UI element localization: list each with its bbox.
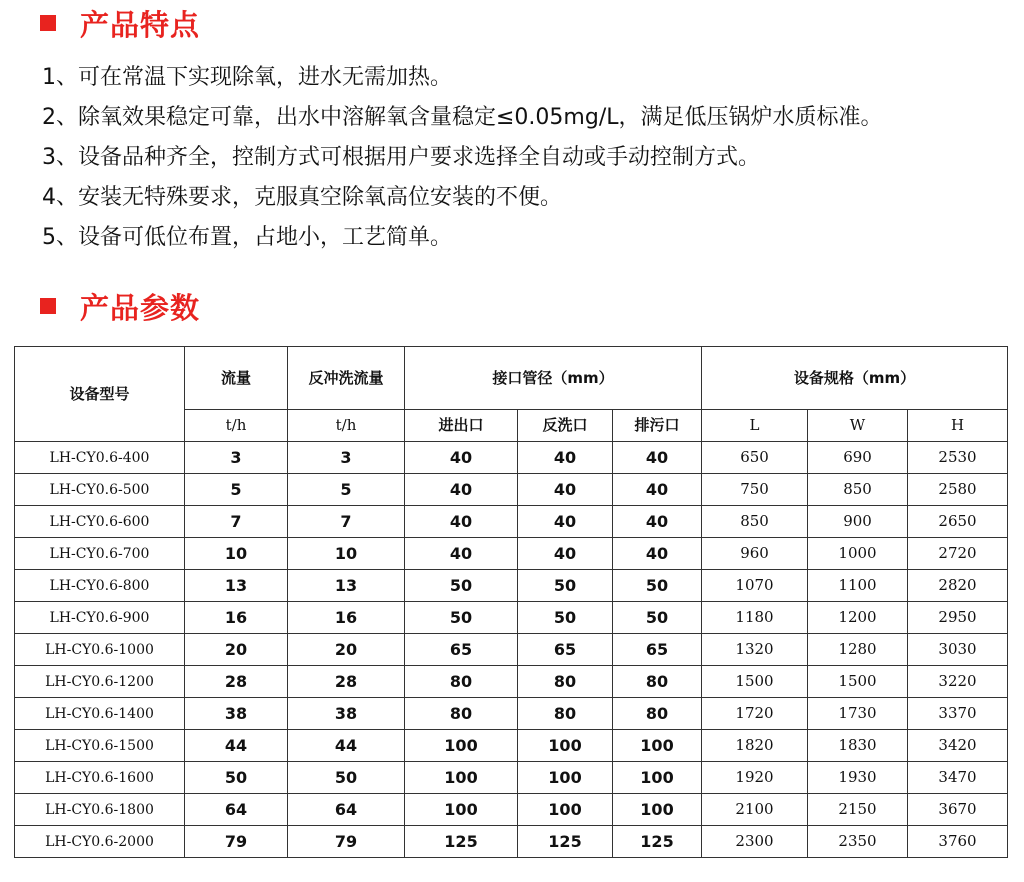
cell-drain-port: 50 [613, 570, 702, 602]
feature-item [42, 58, 1002, 98]
cell-height: 3760 [908, 826, 1008, 858]
cell-length: 1320 [702, 634, 808, 666]
cell-width: 690 [808, 442, 908, 474]
cell-model: LH-CY0.6-2000 [15, 826, 185, 858]
cell-model: LH-CY0.6-1500 [15, 730, 185, 762]
section-title-parameters: 产品参数 [80, 290, 201, 325]
cell-model: LH-CY0.6-500 [15, 474, 185, 506]
cell-inlet-outlet: 40 [405, 442, 518, 474]
cell-backwash-flow: 5 [288, 474, 405, 506]
cell-model: LH-CY0.6-900 [15, 602, 185, 634]
cell-backwash-flow: 16 [288, 602, 405, 634]
cell-inlet-outlet: 100 [405, 794, 518, 826]
cell-backwash-port: 40 [518, 538, 613, 570]
cell-backwash-flow: 13 [288, 570, 405, 602]
cell-flow: 16 [185, 602, 288, 634]
cell-height: 3420 [908, 730, 1008, 762]
cell-width: 900 [808, 506, 908, 538]
cell-drain-port: 100 [613, 794, 702, 826]
cell-backwash-port: 80 [518, 698, 613, 730]
cell-inlet-outlet: 40 [405, 474, 518, 506]
cell-inlet-outlet: 50 [405, 570, 518, 602]
cell-height: 2950 [908, 602, 1008, 634]
cell-backwash-flow: 28 [288, 666, 405, 698]
cell-model: LH-CY0.6-1800 [15, 794, 185, 826]
feature-text: 除氧效果稳定可靠，出水中溶解氧含量稳定≤0.05mg/L，满足低压锅炉水质标准。 [78, 105, 883, 130]
cell-drain-port: 40 [613, 474, 702, 506]
cell-backwash-port: 80 [518, 666, 613, 698]
cell-model: LH-CY0.6-700 [15, 538, 185, 570]
cell-width: 1200 [808, 602, 908, 634]
cell-width: 1500 [808, 666, 908, 698]
feature-number: 5、 [42, 225, 78, 250]
header-backwash-flow: 反冲洗流量 [288, 347, 405, 410]
red-square-icon [40, 15, 56, 31]
cell-inlet-outlet: 125 [405, 826, 518, 858]
cell-inlet-outlet: 40 [405, 506, 518, 538]
cell-model: LH-CY0.6-400 [15, 442, 185, 474]
feature-text: 可在常温下实现除氧，进水无需加热。 [78, 65, 453, 90]
cell-drain-port: 65 [613, 634, 702, 666]
cell-length: 850 [702, 506, 808, 538]
cell-backwash-port: 50 [518, 602, 613, 634]
cell-drain-port: 100 [613, 730, 702, 762]
cell-flow: 7 [185, 506, 288, 538]
cell-model: LH-CY0.6-1200 [15, 666, 185, 698]
feature-item [42, 98, 1002, 138]
cell-drain-port: 80 [613, 666, 702, 698]
cell-width: 2350 [808, 826, 908, 858]
cell-backwash-port: 100 [518, 730, 613, 762]
cell-length: 2300 [702, 826, 808, 858]
cell-height: 3030 [908, 634, 1008, 666]
cell-length: 1180 [702, 602, 808, 634]
header-flow-unit: t/h [185, 410, 288, 442]
cell-backwash-flow: 10 [288, 538, 405, 570]
section-title-features: 产品特点 [80, 7, 201, 42]
header-inlet-outlet: 进出口 [405, 410, 518, 442]
cell-drain-port: 40 [613, 506, 702, 538]
cell-flow: 79 [185, 826, 288, 858]
cell-backwash-port: 100 [518, 762, 613, 794]
cell-backwash-port: 40 [518, 506, 613, 538]
cell-inlet-outlet: 50 [405, 602, 518, 634]
cell-flow: 64 [185, 794, 288, 826]
cell-model: LH-CY0.6-1600 [15, 762, 185, 794]
cell-height: 2720 [908, 538, 1008, 570]
cell-backwash-flow: 64 [288, 794, 405, 826]
cell-backwash-port: 40 [518, 474, 613, 506]
cell-width: 1730 [808, 698, 908, 730]
feature-number: 4、 [42, 185, 78, 210]
cell-model: LH-CY0.6-1400 [15, 698, 185, 730]
cell-flow: 13 [185, 570, 288, 602]
cell-length: 2100 [702, 794, 808, 826]
table-row [15, 602, 1008, 634]
cell-width: 850 [808, 474, 908, 506]
table-row [15, 666, 1008, 698]
cell-width: 1000 [808, 538, 908, 570]
feature-item [42, 178, 1002, 218]
cell-width: 1830 [808, 730, 908, 762]
cell-length: 960 [702, 538, 808, 570]
header-drain-port: 排污口 [613, 410, 702, 442]
cell-height: 2580 [908, 474, 1008, 506]
cell-backwash-flow: 50 [288, 762, 405, 794]
cell-length: 1500 [702, 666, 808, 698]
cell-backwash-port: 65 [518, 634, 613, 666]
table-row [15, 538, 1008, 570]
cell-flow: 10 [185, 538, 288, 570]
header-backwash-unit: t/h [288, 410, 405, 442]
cell-flow: 3 [185, 442, 288, 474]
feature-text: 安装无特殊要求，克服真空除氧高位安装的不便。 [78, 185, 563, 210]
cell-drain-port: 40 [613, 538, 702, 570]
cell-drain-port: 80 [613, 698, 702, 730]
parameter-table [14, 346, 1008, 858]
cell-width: 1930 [808, 762, 908, 794]
cell-height: 3220 [908, 666, 1008, 698]
table-body [15, 442, 1008, 858]
cell-backwash-flow: 38 [288, 698, 405, 730]
table-row [15, 634, 1008, 666]
cell-drain-port: 50 [613, 602, 702, 634]
cell-length: 1070 [702, 570, 808, 602]
table-row [15, 698, 1008, 730]
feature-text: 设备可低位布置，占地小，工艺简单。 [78, 225, 453, 250]
cell-backwash-port: 125 [518, 826, 613, 858]
table-row [15, 826, 1008, 858]
cell-length: 750 [702, 474, 808, 506]
cell-backwash-port: 100 [518, 794, 613, 826]
cell-height: 2530 [908, 442, 1008, 474]
cell-backwash-flow: 3 [288, 442, 405, 474]
header-height: H [908, 410, 1008, 442]
cell-flow: 44 [185, 730, 288, 762]
feature-item [42, 138, 1002, 178]
table-row [15, 794, 1008, 826]
cell-model: LH-CY0.6-600 [15, 506, 185, 538]
cell-inlet-outlet: 100 [405, 762, 518, 794]
header-flow: 流量 [185, 347, 288, 410]
cell-flow: 28 [185, 666, 288, 698]
header-width: W [808, 410, 908, 442]
feature-number: 3、 [42, 145, 78, 170]
feature-number: 1、 [42, 65, 78, 90]
cell-length: 1820 [702, 730, 808, 762]
table-row [15, 570, 1008, 602]
cell-flow: 38 [185, 698, 288, 730]
table-header-row [15, 347, 1008, 410]
cell-length: 1720 [702, 698, 808, 730]
section-header-parameters [40, 286, 200, 326]
cell-height: 3470 [908, 762, 1008, 794]
table-row [15, 506, 1008, 538]
cell-backwash-port: 40 [518, 442, 613, 474]
table-row [15, 730, 1008, 762]
cell-backwash-flow: 79 [288, 826, 405, 858]
cell-inlet-outlet: 65 [405, 634, 518, 666]
cell-drain-port: 125 [613, 826, 702, 858]
cell-flow: 5 [185, 474, 288, 506]
section-header-features [40, 3, 200, 43]
cell-width: 1100 [808, 570, 908, 602]
cell-inlet-outlet: 40 [405, 538, 518, 570]
cell-width: 2150 [808, 794, 908, 826]
cell-backwash-flow: 7 [288, 506, 405, 538]
cell-inlet-outlet: 80 [405, 666, 518, 698]
cell-backwash-flow: 20 [288, 634, 405, 666]
cell-height: 3370 [908, 698, 1008, 730]
cell-flow: 20 [185, 634, 288, 666]
cell-width: 1280 [808, 634, 908, 666]
cell-length: 650 [702, 442, 808, 474]
table-row [15, 474, 1008, 506]
cell-backwash-flow: 44 [288, 730, 405, 762]
feature-text: 设备品种齐全，控制方式可根据用户要求选择全自动或手动控制方式。 [78, 145, 761, 170]
cell-height: 2820 [908, 570, 1008, 602]
cell-height: 2650 [908, 506, 1008, 538]
cell-inlet-outlet: 100 [405, 730, 518, 762]
feature-number: 2、 [42, 105, 78, 130]
cell-backwash-port: 50 [518, 570, 613, 602]
feature-list [42, 58, 1002, 258]
header-backwash-port: 反洗口 [518, 410, 613, 442]
cell-height: 3670 [908, 794, 1008, 826]
table-row [15, 442, 1008, 474]
header-model: 设备型号 [15, 347, 185, 442]
header-pipe-diameter: 接口管径（mm） [405, 347, 702, 410]
feature-item [42, 218, 1002, 258]
cell-model: LH-CY0.6-1000 [15, 634, 185, 666]
header-equipment-spec: 设备规格（mm） [702, 347, 1008, 410]
cell-flow: 50 [185, 762, 288, 794]
cell-drain-port: 40 [613, 442, 702, 474]
red-square-icon [40, 298, 56, 314]
cell-inlet-outlet: 80 [405, 698, 518, 730]
parameter-table-container [14, 346, 1007, 858]
header-length: L [702, 410, 808, 442]
cell-length: 1920 [702, 762, 808, 794]
cell-drain-port: 100 [613, 762, 702, 794]
cell-model: LH-CY0.6-800 [15, 570, 185, 602]
table-row [15, 762, 1008, 794]
